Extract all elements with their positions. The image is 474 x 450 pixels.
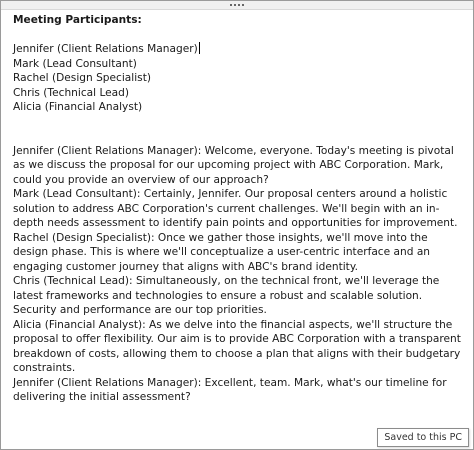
participants-list xyxy=(13,42,465,115)
document-body[interactable] xyxy=(13,13,465,449)
saved-status-tooltip: Saved to this PC xyxy=(377,428,469,447)
document-title: Meeting Participants: xyxy=(13,14,142,26)
participant-item: Rachel (Design Specialist) xyxy=(13,72,151,84)
participant-item: Jennifer (Client Relations Manager) xyxy=(13,43,198,55)
text-cursor xyxy=(199,42,200,54)
participant-item: Chris (Technical Lead) xyxy=(13,86,130,99)
dialogue-paragraph: Jennifer (Client Relations Manager): Welcome, everyone. Today's meeting is pivotal as we discuss the proposal for our upcoming project with ABC Corporation. Mark, could you provide an overview of our approach? xyxy=(13,144,454,186)
participant-item: Alicia (Financial Analyst) xyxy=(13,101,143,113)
dialogue-paragraph: Chris (Technical Lead): Simultaneously, on the technical front, we'll leverage the latest frameworks and technologies to ensure a robust and scalable solution. Security and performance are our top priorities. xyxy=(13,275,440,316)
participant-item: Mark (Lead Consultant) xyxy=(13,57,137,70)
grip-dots-icon xyxy=(230,4,244,6)
dialogue-paragraph: Jennifer (Client Relations Manager): Excellent, team. Mark, what's our timeline for delivering the initial assessment? xyxy=(13,376,447,403)
dialogue-section xyxy=(13,144,465,405)
dialogue-paragraph: Rachel (Design Specialist): Once we gather those insights, we'll move into the design phase. This is where we'll conceptualize a user-centric interface and an engaging customer journey that aligns with ABC's brand identity. xyxy=(13,231,431,273)
dialogue-paragraph: Alicia (Financial Analyst): As we delve into the financial aspects, we'll structure the proposal to offer flexibility. Our aim is to provide ABC Corporation with a transparent breakdown of costs, allowing them to choose a plan that aligns with their budgetary constraints. xyxy=(13,318,461,374)
dialogue-paragraph: Mark (Lead Consultant): Certainly, Jennifer. Our proposal centers around a holistic solution to address ABC Corporation's current challenges. We'll begin with an in-depth needs assessment to identify pain points and opportunities for improvement. xyxy=(13,188,458,229)
resize-grip[interactable] xyxy=(1,1,473,10)
